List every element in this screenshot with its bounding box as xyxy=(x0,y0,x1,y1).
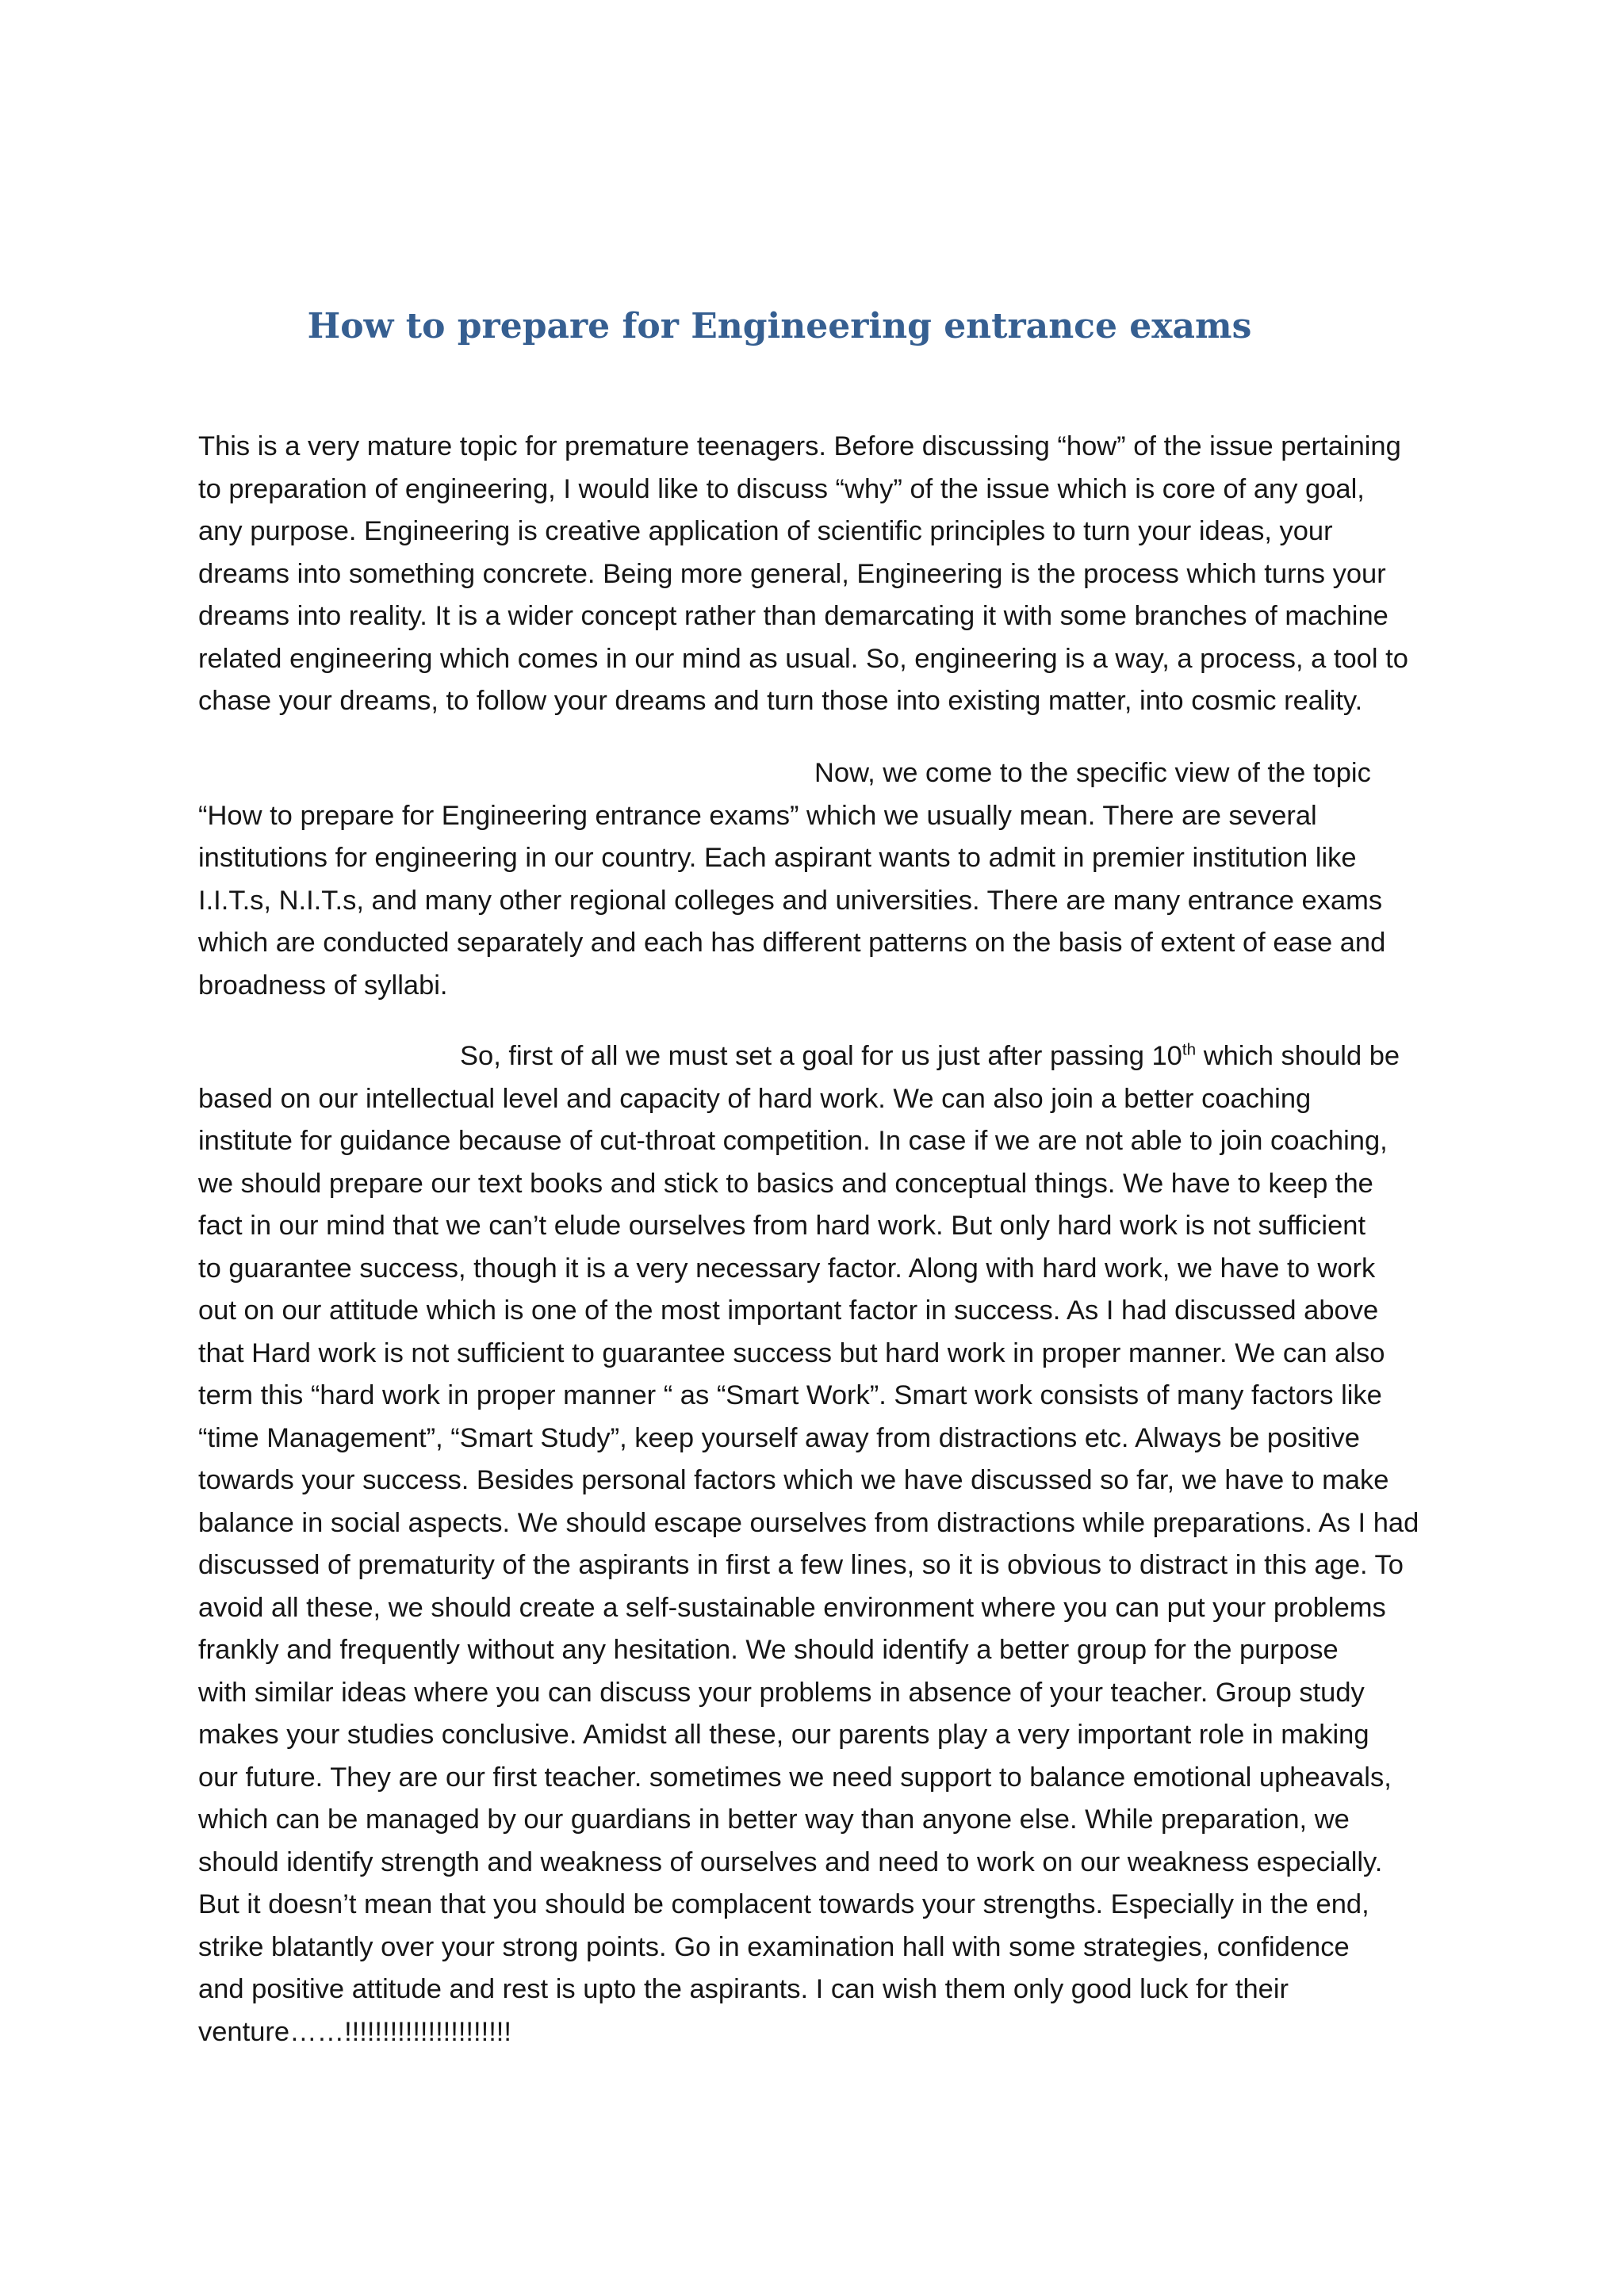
paragraph-3-line-16: with similar ideas where you can discuss your problems in absence of your teacher. Group study xyxy=(198,1677,1365,1708)
paragraph-1-line-2: to preparation of engineering, I would like to discuss “why” of the issue which is core of any goal, xyxy=(198,473,1365,504)
paragraph-3-line-22: strike blatantly over your strong points. Go in examination hall with some strategies, confidence xyxy=(198,1931,1350,1962)
document-title: How to prepare for Engineering entrance exams xyxy=(307,306,1252,346)
paragraph-3-line-7: out on our attitude which is one of the most important factor in success. As I had discussed above xyxy=(198,1295,1379,1326)
paragraph-3-line-1-text: So, first of all we must set a goal for us just after passing 10 xyxy=(460,1041,1182,1071)
paragraph-1-line-4: dreams into something concrete. Being more general, Engineering is the process which turns your xyxy=(198,558,1386,589)
paragraph-2-line-1: Now, we come to the specific view of the topic xyxy=(814,758,1371,788)
paragraph-3-line-15: frankly and frequently without any hesitation. We should identify a better group for the purpose xyxy=(198,1635,1339,1665)
paragraph-3-line-11: towards your success. Besides personal factors which we have discussed so far, we have to make xyxy=(198,1465,1389,1495)
paragraph-3-line-5: fact in our mind that we can’t elude ourselves from hard work. But only hard work is not sufficient xyxy=(198,1211,1366,1241)
paragraph-2-line-4: I.I.T.s, N.I.T.s, and many other regional colleges and universities. There are many entrance exams xyxy=(198,885,1383,916)
paragraph-3-line-20: should identify strength and weakness of ourselves and need to work on our weakness especially. xyxy=(198,1846,1383,1877)
paragraph-1-line-1: This is a very mature topic for premature teenagers. Before discussing “how” of the issue pertaining xyxy=(198,431,1401,461)
paragraph-3-line-14: avoid all these, we should create a self-sustainable environment where you can put your problems xyxy=(198,1592,1386,1623)
paragraph-2-line-3: institutions for engineering in our country. Each aspirant wants to admit in premier institution like xyxy=(198,843,1357,873)
paragraph-3-line-24: venture……!!!!!!!!!!!!!!!!!!!!!! xyxy=(198,2016,511,2047)
paragraph-3-line-19: which can be managed by our guardians in better way than anyone else. While preparation, we xyxy=(198,1804,1350,1835)
paragraph-3-line-21: But it doesn’t mean that you should be complacent towards your strengths. Especially in the end, xyxy=(198,1889,1369,1919)
paragraph-2-line-5: which are conducted separately and each has different patterns on the basis of extent of ease and xyxy=(198,928,1386,958)
paragraph-3-line-18: our future. They are our first teacher. sometimes we need support to balance emotional upheavals, xyxy=(198,1762,1392,1793)
paragraph-1-line-7: chase your dreams, to follow your dreams and turn those into existing matter, into cosmic reality. xyxy=(198,686,1363,716)
paragraph-3-line-13: discussed of prematurity of the aspirants in first a few lines, so it is obvious to distract in this age. To xyxy=(198,1550,1404,1580)
paragraph-1-line-5: dreams into reality. It is a wider concept rather than demarcating it with some branches of machine xyxy=(198,601,1388,631)
paragraph-3-line-12: balance in social aspects. We should escape ourselves from distractions while preparations. As I had xyxy=(198,1507,1419,1538)
paragraph-1-line-6: related engineering which comes in our mind as usual. So, engineering is a way, a process, a tool to xyxy=(198,643,1408,674)
paragraph-2-line-2: “How to prepare for Engineering entrance exams” which we usually mean. There are several xyxy=(198,800,1317,831)
paragraph-1 xyxy=(198,426,1451,723)
paragraph-1-line-3: any purpose. Engineering is creative application of scientific principles to turn your ideas, your xyxy=(198,516,1333,546)
paragraph-3-line-1-rest: which should be xyxy=(1196,1041,1400,1071)
paragraph-3-line-3: institute for guidance because of cut-throat competition. In case if we are not able to join coaching, xyxy=(198,1126,1388,1156)
superscript-th: th xyxy=(1182,1040,1197,1059)
paragraph-3-line-9: term this “hard work in proper manner “ as “Smart Work”. Smart work consists of many factors like xyxy=(198,1380,1382,1410)
paragraph-2-line-6: broadness of syllabi. xyxy=(198,970,448,1001)
paragraph-3-line-1 xyxy=(198,1035,1451,1078)
paragraph-3 xyxy=(198,1035,1451,2053)
paragraph-3-line-2: based on our intellectual level and capacity of hard work. We can also join a better coaching xyxy=(198,1083,1312,1114)
paragraph-3-line-6: to guarantee success, though it is a very necessary factor. Along with hard work, we have to work xyxy=(198,1253,1376,1284)
paragraph-2 xyxy=(198,752,1451,1007)
paragraph-3-line-23: and positive attitude and rest is upto the aspirants. I can wish them only good luck for their xyxy=(198,1974,1289,2004)
paragraph-3-line-8: that Hard work is not sufficient to guarantee success but hard work in proper manner. We can also xyxy=(198,1337,1385,1368)
paragraph-3-line-10: “time Management”, “Smart Study”, keep yourself away from distractions etc. Always be positive xyxy=(198,1422,1360,1453)
paragraph-3-line-4: we should prepare our text books and stick to basics and conceptual things. We have to keep the xyxy=(198,1168,1373,1199)
paragraph-3-line-17: makes your studies conclusive. Amidst all these, our parents play a very important role in making xyxy=(198,1720,1369,1750)
